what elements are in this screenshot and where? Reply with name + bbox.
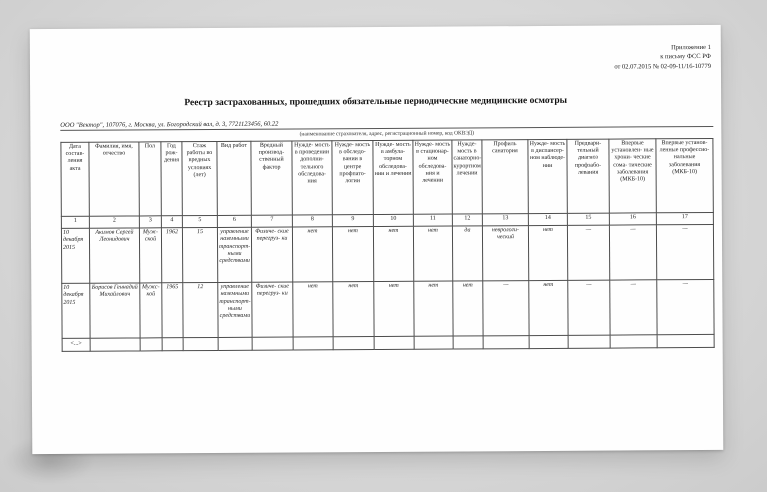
column-number-row-col-12: 12 — [452, 214, 482, 226]
data-row-2-col-5: 12 — [183, 283, 218, 338]
header-row-col-3: Пол — [139, 142, 161, 216]
continuation-row-col-13 — [483, 336, 529, 349]
data-row-2-col-12: нет — [453, 281, 483, 336]
continuation-row-col-9 — [333, 337, 374, 350]
header-row-col-10: Нужде- мость в амбула- торном обследова- нии и лечении — [373, 141, 413, 215]
data-row-2-col-9: нет — [333, 282, 374, 337]
continuation-row-col-11 — [414, 336, 453, 349]
data-row-2-col-1: 10 декабря 2015 — [62, 284, 90, 339]
data-row-2-col-4: 1965 — [162, 283, 183, 338]
data-row-1-col-3: Муж- ской — [139, 228, 161, 283]
data-row-1-col-9: нет — [332, 227, 373, 282]
document-title: Реестр застрахованных, прошедших обязательные периодические медицинские осмотры — [184, 96, 568, 109]
data-row-2-col-17: — — [657, 280, 714, 335]
column-number-row-col-13: 13 — [482, 214, 528, 226]
header-row-col-9: Нужде- мость в обследо- вании в центре профпато- логии — [332, 141, 373, 215]
column-number-row-col-16: 16 — [609, 213, 656, 225]
continuation-row — [62, 335, 714, 352]
continuation-row-col-2 — [90, 338, 140, 351]
continuation-row-col-16 — [610, 335, 657, 348]
appendix-reference — [30, 43, 711, 75]
data-row-1-col-11: нет — [413, 226, 452, 281]
appendix-line-2: к письму ФСС РФ — [660, 53, 711, 61]
continuation-row-col-5 — [183, 338, 218, 351]
continuation-row-col-17 — [657, 335, 714, 348]
column-number-row-col-17: 17 — [656, 213, 713, 225]
data-row-1-col-14: нет — [528, 226, 567, 281]
column-number-row-col-15: 15 — [567, 213, 609, 225]
continuation-row-col-15 — [568, 335, 610, 348]
column-number-row-col-2: 2 — [89, 216, 139, 228]
data-row-2-col-13: — — [483, 281, 529, 336]
data-row-1-col-1: 10 декабря 2015 — [61, 229, 89, 284]
data-row-2-col-16: — — [610, 280, 657, 335]
continuation-row-col-6 — [218, 338, 252, 351]
data-row-2-col-3: Мужс- кой — [140, 283, 162, 338]
continuation-row-col-10 — [374, 337, 414, 350]
column-number-row-col-9: 9 — [332, 215, 373, 227]
data-row-2-col-6: управление наземными транспорт- ными средствами — [218, 283, 252, 338]
data-row-2 — [62, 280, 714, 339]
data-row-2-col-15: — — [568, 280, 610, 335]
data-row-1-col-4: 1962 — [161, 228, 182, 283]
insurer-caption: (наименование страхователя, адрес, регистрационный номер, код ОКВЭД) — [299, 130, 475, 138]
data-row-1-col-7: Физиче- ские перегруз- ки — [251, 227, 292, 282]
header-row-col-2: Фамилия, имя, отчество — [89, 142, 139, 216]
data-row-1-col-16: — — [609, 225, 656, 280]
continuation-row-col-1: <...> — [62, 339, 90, 352]
header-row-col-15: Предвари- тельный диагноз профзабо- левания — [567, 139, 609, 213]
data-row-1-col-10: нет — [373, 227, 413, 282]
data-row-1-col-15: — — [567, 225, 609, 280]
data-row-2-col-8: нет — [293, 282, 333, 337]
data-row-1-col-8: нет — [292, 227, 332, 282]
column-number-row-col-1: 1 — [61, 217, 89, 229]
header-row-col-16: Впервые установлен- ные хрони- ческие сома- тические заболевания (МКБ-10) — [609, 139, 656, 213]
column-number-row-col-10: 10 — [373, 215, 413, 227]
header-row-col-5: Стаж работы во вредных условиях (лет) — [182, 142, 217, 216]
header-row-col-4: Год рож- дения — [161, 142, 182, 216]
registry-table — [60, 138, 714, 352]
data-row-1-col-6: управление наземными транспорт- ными средствами — [217, 228, 251, 283]
column-number-row-col-3: 3 — [139, 216, 161, 228]
data-row-2-col-14: нет — [529, 281, 568, 336]
data-row-2-col-7: Физиче- ские перегруз- ки — [252, 282, 293, 337]
appendix-line-3: от 02.07.2015 № 02-09-11/16-10779 — [614, 62, 711, 71]
column-number-row-col-8: 8 — [292, 215, 332, 227]
document-page — [30, 25, 724, 454]
appendix-line-1: Приложение 1 — [671, 43, 711, 52]
header-row-col-12: Нужде- мость в санаторно- курортном лечении — [452, 140, 482, 214]
data-row-2-col-2: Борисов Геннадий Михайлович — [90, 283, 140, 338]
header-row-col-11: Нужде- мость в стационар- ном обследова- ния и лечении — [413, 140, 452, 214]
data-row-1-col-17: — — [656, 225, 713, 280]
insurer-line: ООО "Вектор", 107076, г. Москва, ул. Богородский вал, д. 3, 7721123456, 60.22 — [60, 118, 713, 131]
header-row-col-7: Вредный производ- ственный фактор — [251, 141, 292, 215]
column-number-row-col-5: 5 — [182, 216, 217, 228]
column-number-row-col-7: 7 — [251, 215, 292, 227]
data-row-1-col-12: да — [452, 226, 482, 281]
registry-table-body — [61, 139, 714, 352]
data-row-1 — [61, 225, 713, 284]
header-row-col-17: Впервые установ- ленные профессио- нальные заболевания (МКБ-10) — [656, 139, 713, 213]
data-row-1-col-5: 15 — [182, 228, 217, 283]
data-row-2-col-10: нет — [374, 282, 414, 337]
column-number-row-col-6: 6 — [217, 216, 251, 228]
header-row-col-14: Нужде- мость в диспансер- ном наблюде- нии — [528, 140, 567, 214]
header-row-col-1: Дата состав- ления акта — [61, 143, 89, 217]
header-row-col-13: Профиль санатория — [482, 140, 528, 214]
column-number-row-col-14: 14 — [528, 214, 567, 226]
data-row-2-col-11: нет — [414, 281, 453, 336]
header-row-col-6: Вид работ — [217, 142, 251, 216]
continuation-row-col-14 — [529, 336, 568, 349]
continuation-row-col-7 — [252, 337, 293, 350]
continuation-row-col-3 — [140, 338, 162, 351]
column-number-row-col-4: 4 — [161, 216, 182, 228]
data-row-1-col-2: Акимов Сергей Леонидович — [89, 228, 139, 283]
header-row-col-8: Нужде- мость в проведении дополни- тельного обследова- ния — [292, 141, 332, 215]
column-number-row-col-11: 11 — [413, 214, 452, 226]
header-row — [61, 139, 713, 217]
continuation-row-col-12 — [453, 336, 483, 349]
continuation-row-col-4 — [162, 338, 183, 351]
data-row-1-col-13: неврологи- ческий — [482, 226, 528, 281]
continuation-row-col-8 — [293, 337, 333, 350]
